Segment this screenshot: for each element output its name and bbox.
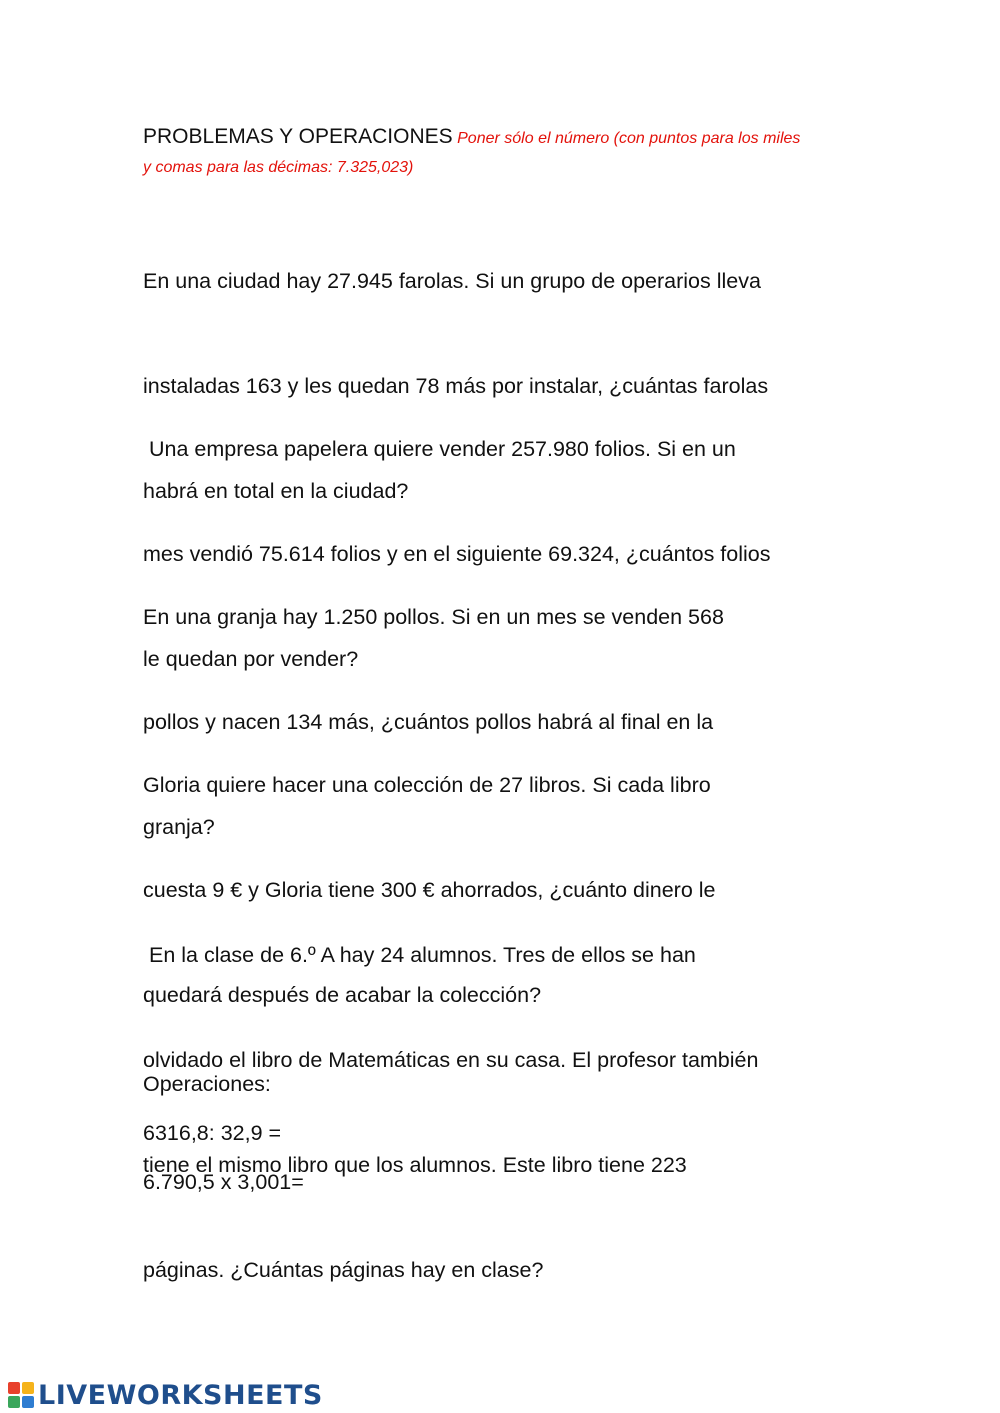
- logo-square-blue: [22, 1396, 34, 1408]
- instruction-note-line-1: Poner sólo el número (con puntos para los miles: [457, 130, 801, 147]
- problem-line: mes vendió 75.614 folios y en el siguiente 69.324, ¿cuántos folios: [143, 542, 771, 566]
- problem-line: cuesta 9 € y Gloria tiene 300 € ahorrados, ¿cuánto dinero le: [143, 878, 716, 902]
- problem-line: pollos y nacen 134 más, ¿cuántos pollos habrá al final en la: [143, 710, 714, 734]
- worksheet-header: [143, 122, 873, 182]
- logo-square-red: [8, 1382, 20, 1394]
- problem-line: Gloria quiere hacer una colección de 27 libros. Si cada libro: [143, 773, 711, 797]
- problem-line: En una ciudad hay 27.945 farolas. Si un grupo de operarios lleva: [143, 269, 761, 293]
- worksheet-title: PROBLEMAS Y OPERACIONES: [143, 125, 453, 148]
- liveworksheets-logo-icon: [8, 1382, 34, 1408]
- problem-line: En la clase de 6.º A hay 24 alumnos. Tres de ellos se han: [143, 943, 696, 967]
- problem-line: páginas. ¿Cuántas páginas hay en clase?: [143, 1258, 544, 1282]
- instruction-note-line-2: y comas para las décimas: 7.325,023): [143, 159, 414, 176]
- problem-line: olvidado el libro de Matemáticas en su casa. El profesor también: [143, 1048, 759, 1072]
- logo-square-green: [8, 1396, 20, 1408]
- liveworksheets-footer: [8, 1378, 323, 1412]
- problem-line: le quedan por vender?: [143, 647, 359, 671]
- operation-1: 6316,8: 32,9 =: [143, 1121, 282, 1145]
- operation-2: 6.790,5 x 3,001=: [143, 1170, 304, 1194]
- problem-line: granja?: [143, 815, 215, 839]
- problem-line: instaladas 163 y les quedan 78 más por instalar, ¿cuántas farolas: [143, 374, 769, 398]
- problem-line: Una empresa papelera quiere vender 257.980 folios. Si en un: [143, 437, 736, 461]
- liveworksheets-logo-text: LIVEWORKSHEETS: [38, 1379, 323, 1411]
- problem-line: habrá en total en la ciudad?: [143, 479, 409, 503]
- problem-line: tiene el mismo libro que los alumnos. Este libro tiene 223: [143, 1153, 687, 1177]
- problem-line: En una granja hay 1.250 pollos. Si en un mes se venden 568: [143, 605, 724, 629]
- operations-title: Operaciones:: [143, 1072, 271, 1096]
- logo-square-yellow: [22, 1382, 34, 1394]
- problem-line: quedará después de acabar la colección?: [143, 983, 542, 1007]
